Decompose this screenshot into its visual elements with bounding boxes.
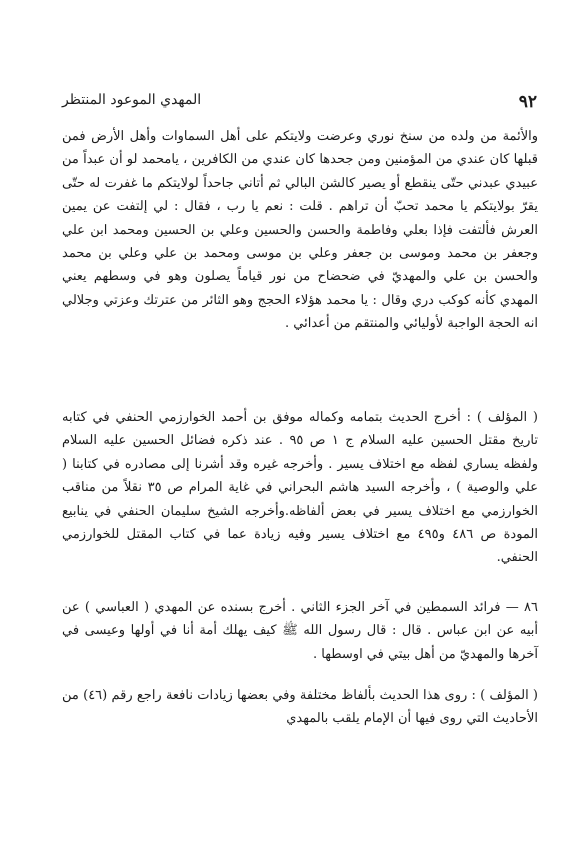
hadith-86-paragraph: ٨٦ — فرائد السمطين في آخر الجزء الثاني . أخرج بسنده عن المهدي ( العباسي ) عن أبيه عن ابن عباس . قال : قال رسول الله ﷺ كيف يهلك أمة أنا في أولها وعيسى في آخرها والمهديّ من أهل بيتي في اوسطها .: [62, 600, 538, 662]
author-commentary-paragraph: ( المؤلف ) : أخرج الحديث بتمامه وكماله موفق بن أحمد الخوارزمي الحنفي في كتابه تاريخ مقتل الحسين عليه السلام ج ١ ص ٩٥ . عند ذكره فضائل الحسين عليه السلام ولفظه يساري لفظه مع اختلاف يسير . وأخرجه غيره وقد أشرنا إلى مصادره في كتابنا ( علي والوصية ) ، وأخرجه السيد هاشم البحراني في غاية المرام ص ٣٥ نقلاً من مناقب الخوارزمي مع اختلاف يسير في بعض ألفاظه.وأخرجه الشيخ سليمان الحنفي في ينابيع المودة ص ٤٨٦ و٤٩٥ مع اختلاف يسير وفيه زيادة عما في كتاب المقتل للخوارزمي الحنفي.: [62, 410, 539, 566]
running-title: المهدي الموعود المنتظر: [62, 92, 202, 108]
running-header: [62, 92, 537, 114]
hadith-text-paragraph: والأئمة من ولده من سنخ نوري وعرضت ولايتكم على أهل السماوات وأهل الأرض فمن قبلها كان عندي من المؤمنين ومن جحدها كان عندي من الكافرين ، يامحمد لو أن عبداً من عبيدي عبدني حتّى ينقطع أو يصير كالشن البالي ثم أتاني جاحداً لولايتكم ما غفرت له حتّى يقرّ بولايتكم يا محمد تحبّ أن تراهم . قلت : نعم يا رب ، فقال : لي إلتفت عن يمين العرش فألتفت فإذا بعلي وفاطمة والحسن والحسين وعلي بن الحسين ومحمد ابن علي وجعفر بن محمد وموسى بن جعفر وعلي بن موسى ومحمد بن علي وعلي بن محمد والحسن بن علي والمهديّ في ضحضاح من نور قياماً يصلون وهو في وسطهم يعني المهدي كأنه كوكب دري وقال : يا محمد هؤلاء الحجج وهو الثائر من عترتك وعزتي وجلالي انه الحجة الواجبة لأوليائي والمنتقم من أعدائي .: [62, 129, 538, 332]
page-number: ٩٢: [518, 92, 537, 112]
author-note-paragraph: ( المؤلف ) : روى هذا الحديث بألفاظ مختلفة وفي بعضها زيادات نافعة راجع رقم (٤٦) من الأحاديث التي روى فيها أن الإمام يلقب بالمهدي: [62, 688, 538, 727]
